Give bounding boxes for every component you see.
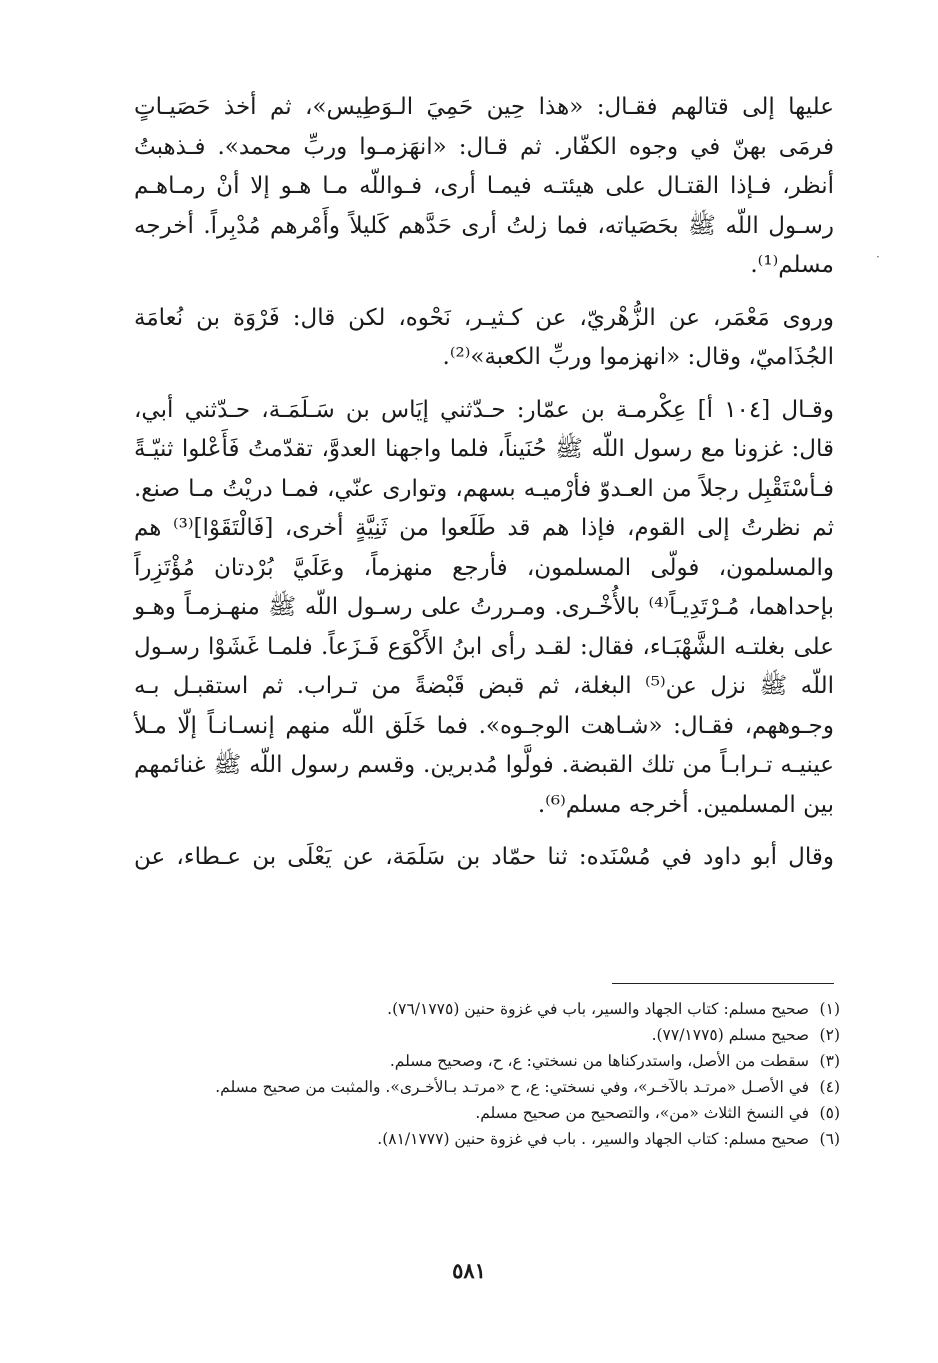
- footnote-6: [140, 1128, 840, 1150]
- footnote-number: (٥): [819, 1104, 840, 1122]
- footnote-text: سقطت من الأصل، واستدركناها من نسختي: ع، ح، وصحيح مسلم.: [389, 1052, 810, 1070]
- paragraph-1: عليها إلى قتالهم فقـال: «هذا حِين حَمِيَ الـوَطِيس»، ثم أخذ حَصَيـاتٍ فرمَى بهنّ في وجوه الكفّار. ثم قـال: «انهَزمـوا وربِّ محمد». فـذهبتُ أنظر، فـإذا القتـال على هيئتـه فيمـا أرى، فـواللّه مـا هـو إلا أنْ رمـاهـم رسـول اللّه ﷺ بحَصَياته، فما زلتُ أرى حَدَّهم كَليلاً وأَمْرهم مُدْبِراً. أخرجه مسلم⁽¹⁾.: [134, 94, 834, 278]
- footnote-5: [140, 1102, 840, 1124]
- footnote-number: (٤): [819, 1078, 840, 1096]
- footnote-text: في الأصـل «مرتـد بالآخـر»، وفي نسختي: ع، ح «مرتـد بـالأخـرى». والمثبت من صحيح مسلم.: [215, 1078, 810, 1096]
- footnote-text: صحيح مسلم: كتاب الجهاد والسير، باب في غزوة حنين (٧٦/١٧٧٥).: [387, 1000, 810, 1018]
- main-text: [134, 88, 834, 878]
- footnote-number: (١): [819, 1000, 840, 1018]
- footnote-text: صحيح مسلم (٧٧/١٧٧٥).: [651, 1026, 810, 1044]
- paragraph-3: وقـال [١٠٤ أ] عِكْرمـة بن عمّار: حـدّثني إيَاس بن سَـلَمَـة، حـدّثني أبي، قال: غزونا مع رسول اللّه ﷺ حُنَيناً، فلما واجهنا العدوَّ، تقدّمتُ فَأَعْلوا ثنيّـةً فـأسْتَقْبِل رجلاً من العـدوّ فأرْميـه بسهم، وتوارى عنّي، فمـا دريْتُ مـا صنع. ثم نظرتُ إلى القوم، فإذا هم قد طَلَعوا من ثَنِيَّةٍ أخرى، [فَالْتَقَوْا]⁽³⁾ هم والمسلمون، فولّى المسلمون، فأرجع منهزماً، وعَلَيَّ بُرْدتان مُؤْتَزِراً بإحداهما، مُـرْتَدِيـاً⁽⁴⁾ بالأُخْـرى. ومـررتُ على رسـول اللّه ﷺ منهـزمـاً وهـو على بغلتـه الشَّهْبَـاء، فقال: لقـد رأى ابنُ الأَكْوَع فَـزَعاً. فلمـا غَشَوْا رسـول اللّه ﷺ نزل عن⁽⁵⁾ البغلة، ثم قبض قَبْضةً من تـراب. ثم استقبـل بـه وجـوههم، فقـال: «شـاهت الوجـوه». فما خَلَق اللّه منهم إنسـانـاً إلّا مـلأ عينيـه تـرابـاً من تلك القبضة. فولَّوا مُدبرين. وقسم رسول اللّه ﷺ غنائمهم بين المسلمين. أخرجه مسلم⁽⁶⁾.: [134, 396, 834, 818]
- footnote-1: [140, 998, 840, 1020]
- footnote-text: في النسخ الثلاث «من»، والتصحيح من صحيح مسلم.: [475, 1104, 810, 1122]
- footnote-number: (٦): [819, 1130, 840, 1148]
- footnote-4: [140, 1076, 840, 1098]
- footnote-number: (٢): [819, 1026, 840, 1044]
- footnote-divider: [612, 983, 834, 984]
- page-number: ٥٨١: [452, 1258, 486, 1283]
- margin-mark: ·: [876, 250, 880, 264]
- footnote-number: (٣): [819, 1052, 840, 1070]
- footnotes: [140, 998, 840, 1154]
- footnote-3: [140, 1050, 840, 1072]
- footnote-2: [140, 1024, 840, 1046]
- footnote-text: صحيح مسلم: كتاب الجهاد والسير، . باب في غزوة حنين (٨١/١٧٧٧).: [377, 1130, 810, 1148]
- paragraph-4: وقال أبو داود في مُسْنَده: ثنا حمّاد بن سَلَمَة، عن يَعْلَى بن عـطاء، عن: [134, 844, 834, 870]
- paragraph-2: وروى مَعْمَر، عن الزُّهْريّ، عن كـثيـر، نَحْوه، لكن قال: فَرْوَة بن نُعامَة الجُذَاميّ، وقال: «انهزموا وربِّ الكعبة»⁽²⁾.: [134, 304, 834, 370]
